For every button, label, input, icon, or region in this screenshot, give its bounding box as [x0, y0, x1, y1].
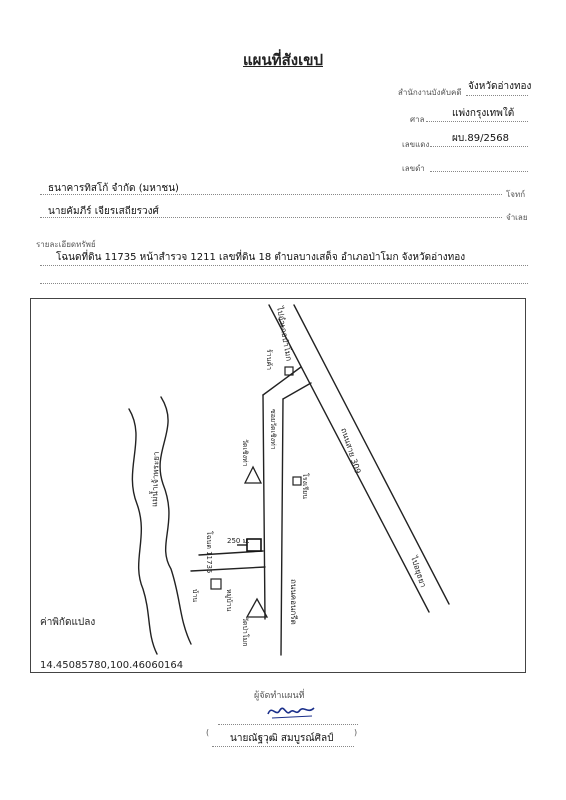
- defendant-label: จำเลย: [506, 213, 528, 222]
- case-black-label: เลขดำ: [402, 164, 425, 173]
- asset-line-2: [40, 283, 528, 284]
- signature-image: [262, 700, 322, 722]
- court-label: ศาล: [410, 115, 425, 124]
- plaintiff-label: โจทก์: [506, 190, 526, 199]
- office-label: สำนักงานบังคับคดี: [398, 88, 462, 97]
- case-no-line: [430, 146, 528, 147]
- temple-triangle-icon: [245, 467, 261, 483]
- asset-description: โฉนดที่ดิน 11735 หน้าสำรวจ 1211 เลขที่ดิน 18 ตำบลบางเสด็จ อำเภอป่าโมก จังหวัดอ่างทอง: [56, 252, 466, 263]
- maker-name: นายณัฐวุฒิ สมบูรณ์ศิลป์: [230, 733, 334, 744]
- case-black-line: [430, 171, 528, 172]
- label-village: หมู่บ้าน: [225, 589, 233, 612]
- court-line: [426, 121, 528, 122]
- page-title: แผนที่สังเขป: [243, 51, 323, 69]
- label-road-no: ถนนสาย 309: [339, 426, 363, 475]
- side-road-edge-right: [281, 399, 283, 655]
- case-no-value: ผบ.89/2568: [452, 133, 509, 144]
- side-road-edge-left: [263, 395, 265, 619]
- name-line: [212, 746, 354, 747]
- paren-close: ): [354, 728, 358, 737]
- map-frame: [30, 298, 526, 673]
- asset-line-1: [40, 265, 528, 266]
- river-bank-right: [160, 397, 191, 644]
- coords-value: 14.45085780,100.46060164: [40, 660, 184, 671]
- label-river: แม่น้ำเจ้าพระยา: [150, 451, 161, 508]
- label-road-top: ไปอำเภอป่าโมก: [275, 305, 294, 362]
- label-distance: 250 ม.: [227, 537, 250, 545]
- connector-road-right: [283, 383, 311, 399]
- asset-label: รายละเอียดทรัพย์: [36, 240, 96, 249]
- label-school: โรงเรียน: [301, 473, 309, 499]
- label-land-no: โฉนด 11735: [205, 531, 213, 574]
- school-square-icon: [293, 477, 301, 485]
- label-shop: ร้านค้า: [265, 349, 273, 371]
- hand-drawn-map: [31, 299, 525, 672]
- defendant-value: นายคัมภีร์ เจียรเสถียรวงศ์: [48, 206, 159, 217]
- coords-label: ค่าพิกัดแปลง: [40, 617, 96, 628]
- paren-open: (: [206, 728, 210, 737]
- label-house: บ้าน: [191, 589, 199, 603]
- office-line: [466, 95, 528, 96]
- connector-road-left: [263, 367, 301, 395]
- label-temple2: วัดป่าโมก: [241, 617, 249, 647]
- plaintiff-value: ธนาคารทิสโก้ จำกัด (มหาชน): [48, 183, 179, 194]
- label-temple: วัดเชิงท่า: [241, 439, 249, 467]
- label-lane-name: ซอยวัดเชิงท่า: [269, 409, 277, 450]
- defendant-line: [40, 217, 502, 218]
- temple2-triangle-icon: [247, 599, 267, 617]
- signature-line: [218, 724, 358, 725]
- signature-icon: [262, 700, 322, 722]
- house-square-icon: [211, 579, 221, 589]
- label-side-road: ถนนคอนกรีต: [289, 579, 298, 625]
- highway-edge-right: [294, 305, 449, 604]
- court-value: แพ่งกรุงเทพใต้: [452, 108, 515, 119]
- river-bank-left: [129, 409, 157, 654]
- office-value: จังหวัดอ่างทอง: [468, 81, 532, 92]
- case-no-label: เลขแดง: [402, 140, 430, 149]
- lane-edge-bottom: [191, 567, 265, 571]
- plaintiff-line: [40, 194, 502, 195]
- maker-label: ผู้จัดทำแผนที่: [254, 691, 305, 701]
- label-road-bottom: ไปอยุธยา: [409, 554, 428, 589]
